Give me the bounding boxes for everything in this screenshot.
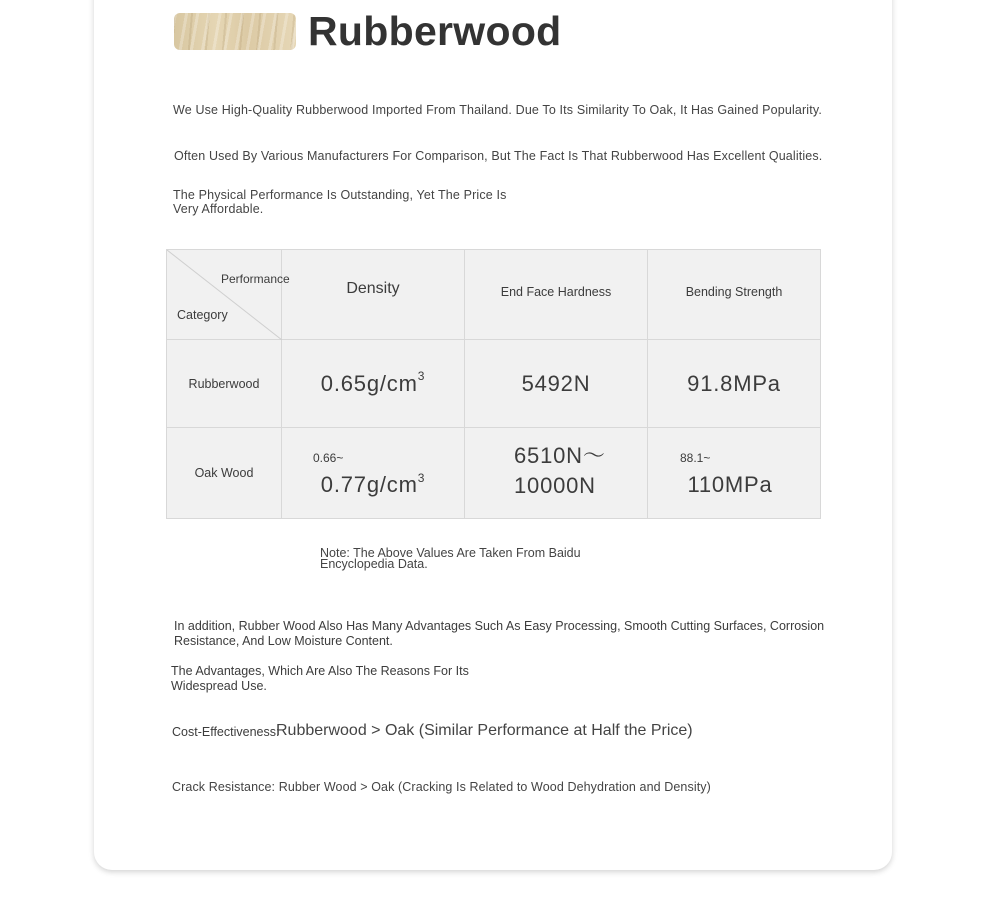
density-number: 0.65g/cm [320, 370, 418, 396]
column-header-strength [648, 250, 821, 340]
hardness-value [465, 441, 647, 501]
corner-cell [167, 250, 290, 340]
hardness-line-1: 6510N～ [514, 443, 606, 468]
column-header-density [282, 250, 465, 340]
table-row [167, 340, 821, 428]
density-cell [282, 428, 465, 519]
density-header-text: Density [346, 279, 400, 297]
density-prefix: 0.66~ [313, 451, 344, 465]
corner-category-label: Category [177, 308, 228, 322]
row-label: Rubberwood [188, 376, 260, 391]
row-label-cell [167, 428, 282, 519]
strength-value: 91.8MPa [687, 370, 781, 396]
corner-performance-label: Performance [221, 272, 290, 286]
strength-prefix: 88.1~ [680, 451, 711, 465]
strength-cell [648, 340, 821, 428]
hardness-value: 5492N [521, 370, 591, 396]
strength-cell [648, 428, 821, 519]
hardness-cell [465, 340, 648, 428]
advantages-reasons: The Advantages, Which Are Also The Reasons For Its Widespread Use. [171, 664, 469, 693]
page-title: Rubberwood [308, 8, 562, 54]
density-exponent: 3 [417, 369, 426, 384]
hardness-header-text: End Face Hardness [500, 284, 612, 299]
hardness-cell [465, 428, 648, 519]
diagonal-divider [167, 250, 282, 340]
strength-value: 110MPa [687, 472, 773, 497]
density-value [321, 472, 425, 497]
cost-effectiveness-label: Cost-Effectiveness: [172, 725, 280, 739]
advantages-intro: In addition, Rubber Wood Also Has Many Advantages Such As Easy Processing, Smooth Cutting Surfaces, Corrosion Resistance, And Low Moisture Content. [174, 619, 825, 648]
table-row [167, 428, 821, 519]
density-cell [282, 340, 465, 428]
density-number: 0.77g/cm [320, 472, 418, 497]
intro-line-1: We Use High-Quality Rubberwood Imported From Thailand. Due To Its Similarity To Oak, It Has Gained Popularity. [173, 103, 822, 117]
density-value [321, 371, 425, 396]
source-note: Note: The Above Values Are Taken From Baidu Encyclopedia Data. [320, 546, 581, 571]
performance-table [166, 249, 821, 519]
strength-header-text: Bending Strength [685, 284, 783, 299]
density-exponent: 3 [417, 470, 426, 485]
row-label: Oak Wood [194, 466, 254, 480]
intro-line-2: Often Used By Various Manufacturers For Comparison, But The Fact Is That Rubberwood Has Excellent Qualities. [174, 149, 823, 163]
hardness-line-2: 10000N [514, 473, 596, 498]
intro-line-3: The Physical Performance Is Outstanding, Yet The Price Is Very Affordable. [173, 188, 507, 216]
crack-resistance-text: Crack Resistance: Rubber Wood > Oak (Cracking Is Related to Wood Dehydration and Density) [172, 780, 711, 794]
rubberwood-texture-image [174, 13, 296, 50]
table-header-row [167, 250, 821, 340]
row-label-cell [167, 340, 282, 428]
column-header-hardness [465, 250, 648, 340]
cost-effectiveness-text: Rubberwood > Oak (Similar Performance at Half the Price) [276, 722, 693, 739]
